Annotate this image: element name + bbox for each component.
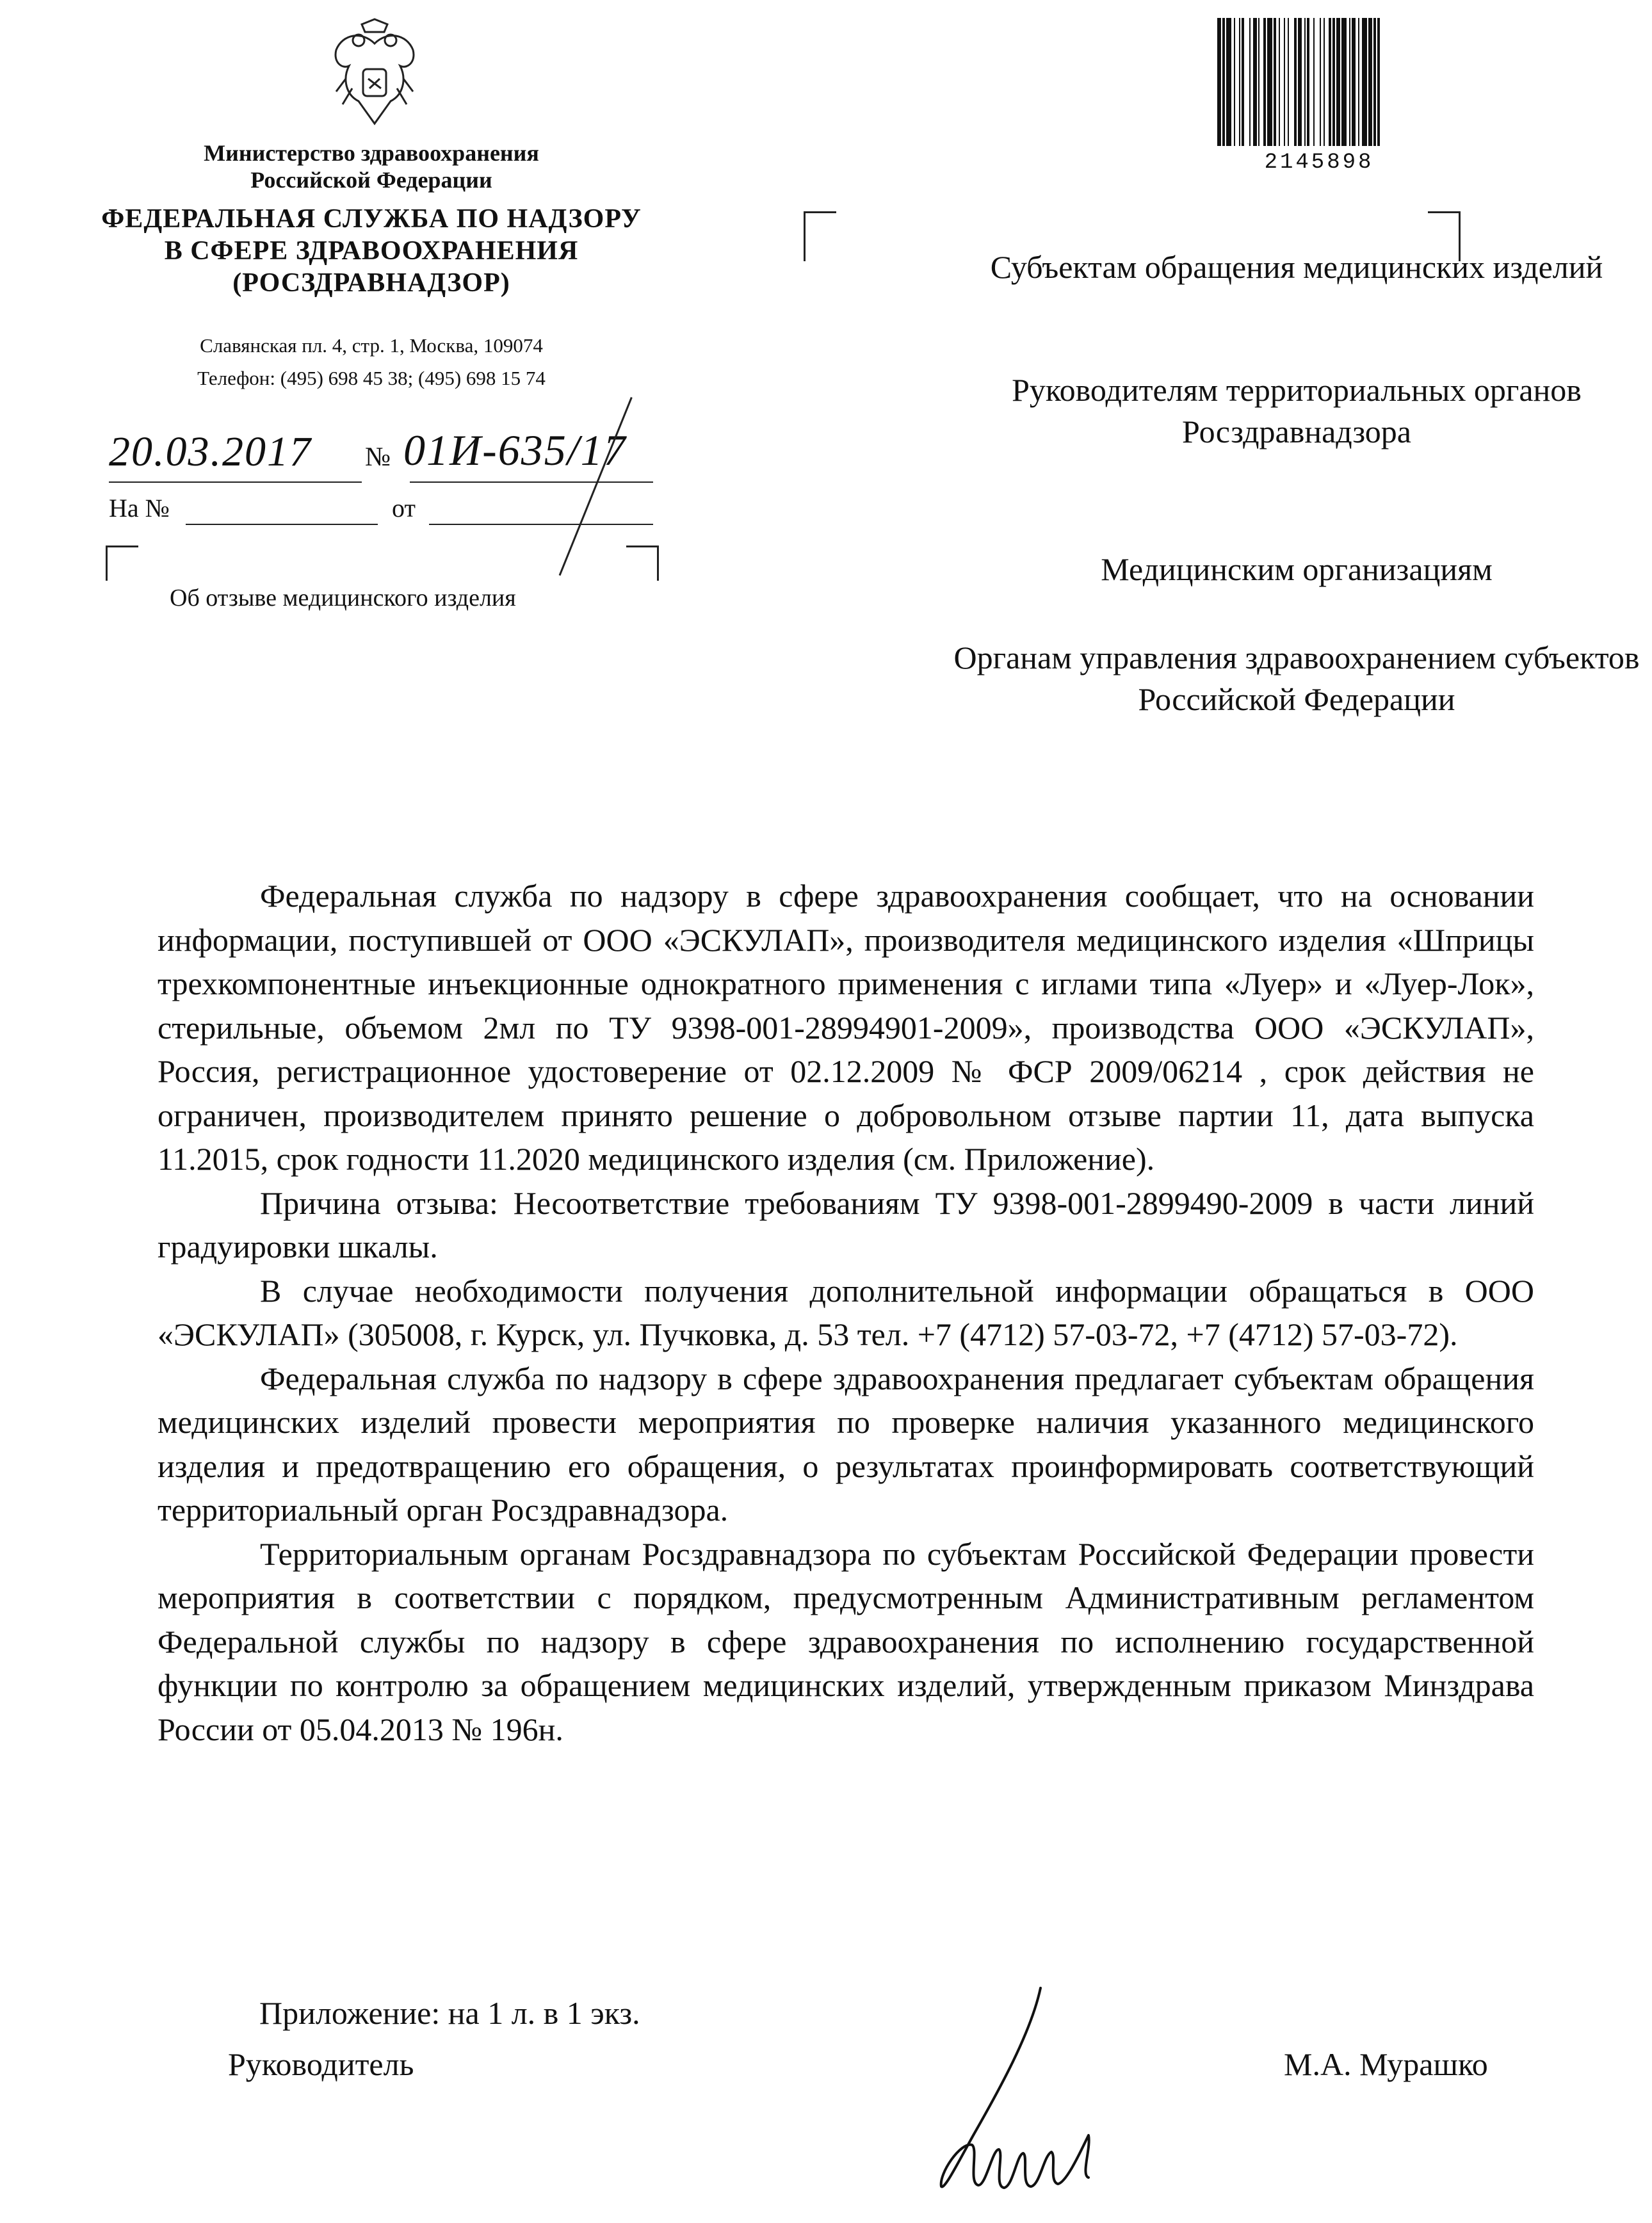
barcode-bar [1284, 18, 1285, 146]
service-name-line-3: (РОСЗДРАВНАДЗОР) [232, 268, 510, 298]
handwritten-signature-icon [896, 1982, 1127, 2203]
letter-body [158, 874, 1534, 1751]
body-paragraph-4: Федеральная служба по надзору в сфере здравоохранения предлагает субъектам обращения медицинских изделий провести мероприятия по проверке наличия указанного медицинского изделия и предотвращению его обращения, о результатах проинформировать соответствующий территориальный орган Росздравнадзора. [158, 1360, 1534, 1528]
barcode-number: 2145898 [1264, 150, 1374, 175]
service-address: Славянская пл. 4, стр. 1, Москва, 109074 [200, 334, 543, 357]
reply-to-line [186, 524, 378, 525]
subject-corner-left [106, 546, 138, 581]
service-phone: Телефон: (495) 698 45 38; (495) 698 15 74 [197, 367, 546, 389]
barcode-bar [1258, 18, 1259, 146]
barcode-bar [1332, 18, 1335, 146]
addressee-health-authorities: Органам управления здравоохранением субъектов Российской Федерации [953, 640, 1640, 717]
signer-name: М.А. Мурашко [1284, 2046, 1488, 2082]
barcode-bar [1267, 18, 1272, 146]
date-underline [109, 481, 362, 483]
number-underline [410, 481, 653, 483]
service-name-line-1: ФЕДЕРАЛЬНАЯ СЛУЖБА ПО НАДЗОРУ [101, 204, 642, 234]
barcode-bar [1239, 18, 1240, 146]
barcode-bar [1341, 18, 1347, 146]
number-sign: № [365, 442, 391, 472]
barcode-bar [1294, 18, 1297, 146]
barcode-bar [1304, 18, 1306, 146]
from-label: от [392, 494, 416, 522]
barcode-bar [1352, 18, 1356, 146]
signer-title: Руководитель [228, 2046, 414, 2082]
addressee-corner-left [804, 211, 836, 261]
ministry-name-line-2: Российской Федерации [250, 167, 492, 193]
barcode-bar [1242, 18, 1244, 146]
barcode-bar [1377, 18, 1380, 146]
barcode-bar [1279, 18, 1280, 146]
body-paragraph-2: Причина отзыва: Несоответствие требованиям ТУ 9398-001-2899490-2009 в части линий градуировки шкалы. [158, 1184, 1534, 1265]
from-line [429, 524, 653, 525]
body-paragraph-3: В случае необходимости получения дополнительной информации обращаться в ООО «ЭСКУЛАП» (305008, г. Курск, ул. Пучковка, д. 53 тел. +7 (4712) 57-03-72, +7 (4712) 57-03-72). [158, 1272, 1534, 1352]
barcode-bar [1222, 18, 1225, 146]
ministry-name-line-1: Министерство здравоохранения [204, 140, 539, 166]
body-paragraph-1: Федеральная служба по надзору в сфере здравоохранения сообщает, что на основании информации, поступившей от ООО «ЭСКУЛАП», производителя медицинского изделия «Шприцы трехкомпонентные инъекционные однократного применения с иглами типа «Луер» и «Луер-Лок», стерильные, объемом 2мл по ТУ 9398-001-28994901-2009», производства ООО «ЭСКУЛАП», Россия, регистрационное удостоверение от 02.12.2009 № ФСР 2009/06214 , срок действия не ограничен, производителем принято решение о добровольном отзыве партии 11, дата выпуска 11.2015, срок годности 11.2020 медицинского изделия (см. Приложение). [158, 878, 1534, 1177]
service-name-line-2: В СФЕРЕ ЗДРАВООХРАНЕНИЯ [164, 236, 579, 266]
body-paragraph-5: Территориальным органам Росздравнадзора по субъектам Российской Федерации провести мероприятия в соответствии с порядком, предусмотренным Административным регламентом Федеральной службы по надзору в сфере здравоохранения по исполнению государственной функции по контролю за обращением медицинских изделий, утвержденным приказом Минздрава России от 05.04.2013 № 196н. [158, 1535, 1534, 1747]
barcode-bar [1362, 18, 1367, 146]
letter-subject: Об отзыве медицинского изделия [170, 585, 516, 611]
barcode-bar [1253, 18, 1257, 146]
barcode-bar [1298, 18, 1302, 146]
barcode-bar [1263, 18, 1266, 146]
addressee-medical-device-subjects: Субъектам обращения медицинских изделий [990, 249, 1603, 285]
barcode-bar [1217, 18, 1221, 146]
barcode-bar [1368, 18, 1372, 146]
barcode-bar [1226, 18, 1231, 146]
barcode-bar [1320, 18, 1321, 146]
addressee-medical-organizations: Медицинским организациям [1101, 551, 1493, 587]
barcode-bar [1274, 18, 1276, 146]
barcode-bar [1329, 18, 1331, 146]
barcode-bar [1307, 18, 1309, 146]
barcode-bar [1336, 18, 1340, 146]
barcode-bar [1358, 18, 1359, 146]
registration-number: 01И-635/17 [403, 426, 627, 474]
double-headed-eagle-emblem-icon [323, 18, 426, 130]
barcode-bar [1324, 18, 1325, 146]
barcode-bar [1373, 18, 1376, 146]
barcode-icon [1213, 18, 1425, 152]
handwritten-slash [559, 397, 633, 576]
barcode-bar [1288, 18, 1289, 146]
registration-date: 20.03.2017 [109, 428, 312, 475]
reply-to-label: На № [109, 494, 170, 522]
barcode-bar [1249, 18, 1251, 146]
barcode-bar [1234, 18, 1235, 146]
appendix-note: Приложение: на 1 л. в 1 экз. [259, 1995, 640, 2031]
barcode-bar [1313, 18, 1315, 146]
addressee-territorial-heads: Руководителям территориальных органов Росздравнадзора [1012, 372, 1582, 449]
subject-corner-right [626, 546, 659, 581]
barcode-bar [1349, 18, 1350, 146]
